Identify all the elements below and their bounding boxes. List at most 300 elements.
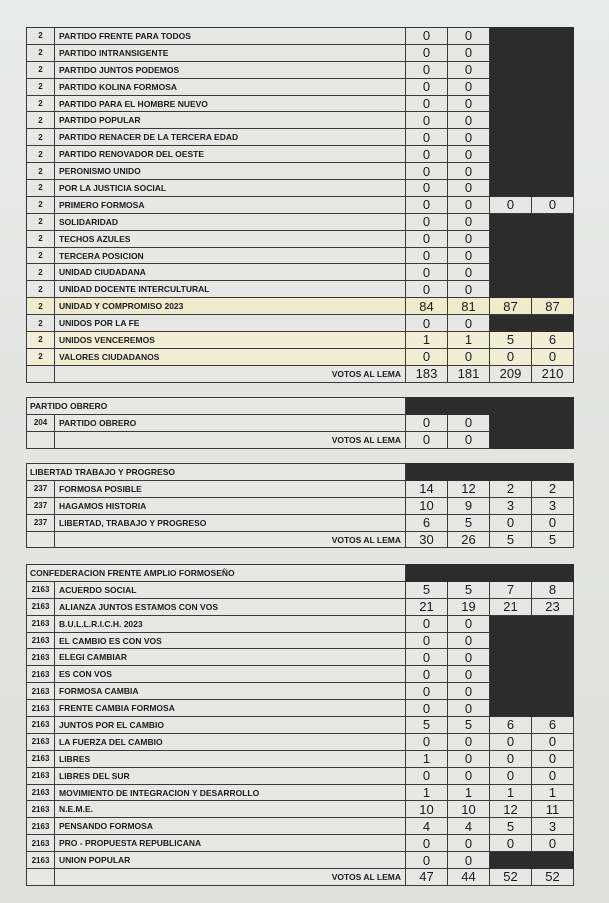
vote-count: 3 [490,497,532,514]
vote-count: 8 [532,581,574,598]
party-code: 2 [27,28,55,45]
vote-count: 1 [448,332,490,349]
blacked-out-cell [490,163,532,180]
table-row [27,717,574,734]
table-row [27,835,574,852]
results-table-libertad-trabajo-progreso [26,463,574,548]
vote-count: 1 [490,784,532,801]
vote-count: 0 [406,852,448,869]
table-row [27,61,574,78]
vote-count: 0 [448,649,490,666]
blacked-out-cell [490,247,532,264]
party-code: 2 [27,298,55,315]
vote-count: 0 [532,750,574,767]
vote-count: 0 [490,514,532,531]
party-name: UNIDAD CIUDADANA [55,264,406,281]
party-code: 2163 [27,767,55,784]
vote-count: 0 [490,835,532,852]
party-code: 2 [27,180,55,197]
vote-count: 0 [532,767,574,784]
party-name: PRO - PROPUESTA REPUBLICANA [55,835,406,852]
table-row [27,480,574,497]
table-row [27,666,574,683]
party-name: TECHOS AZULES [55,230,406,247]
table-row [27,581,574,598]
party-name: MOVIMIENTO DE INTEGRACION Y DESARROLLO [55,784,406,801]
vote-count: 0 [532,733,574,750]
vote-count: 0 [406,281,448,298]
table-row [27,348,574,365]
blacked-out-cell [490,146,532,163]
party-code: 2163 [27,683,55,700]
blacked-out-cell [490,683,532,700]
blacked-out-cell [532,180,574,197]
vote-count: 3 [532,818,574,835]
total-row [27,431,574,448]
section-header-row [27,565,574,582]
party-name: LIBERTAD, TRABAJO Y PROGRESO [55,514,406,531]
party-name: PERONISMO UNIDO [55,163,406,180]
party-name: PARTIDO POPULAR [55,112,406,129]
vote-count: 0 [448,733,490,750]
party-name: SOLIDARIDAD [55,213,406,230]
table-row [27,180,574,197]
party-code: 2 [27,315,55,332]
vote-count: 81 [448,298,490,315]
vote-count: 12 [490,801,532,818]
table-row [27,247,574,264]
vote-count: 0 [448,95,490,112]
vote-count: 5 [490,332,532,349]
vote-count: 0 [406,649,448,666]
table-row [27,78,574,95]
vote-count: 19 [448,598,490,615]
blacked-out-cell [490,95,532,112]
table-row [27,615,574,632]
vote-count: 0 [490,196,532,213]
blacked-out-cell [490,264,532,281]
blacked-out-cell [406,565,574,582]
vote-count: 2 [490,480,532,497]
vote-count: 0 [448,315,490,332]
vote-count: 0 [448,683,490,700]
blacked-out-cell [490,281,532,298]
table-row [27,598,574,615]
party-code: 2 [27,281,55,298]
empty-cell [27,431,55,448]
vote-count: 0 [448,44,490,61]
blacked-out-cell [490,431,532,448]
party-code: 2 [27,213,55,230]
vote-count: 0 [406,129,448,146]
party-name: EL CAMBIO ES CON VOS [55,632,406,649]
table-row [27,852,574,869]
vote-count: 5 [406,717,448,734]
results-table-lema-2 [26,27,574,383]
blacked-out-cell [490,180,532,197]
party-code: 2163 [27,700,55,717]
vote-count: 0 [448,28,490,45]
party-name: LIBRES DEL SUR [55,767,406,784]
table-row [27,146,574,163]
vote-count: 0 [448,835,490,852]
party-name: B.U.L.L.R.I.C.H. 2023 [55,615,406,632]
party-name: PENSANDO FORMOSA [55,818,406,835]
vote-count: 0 [406,95,448,112]
party-name: VALORES CIUDADANOS [55,348,406,365]
blacked-out-cell [490,28,532,45]
blacked-out-cell [490,649,532,666]
table-row [27,315,574,332]
table-row [27,230,574,247]
vote-count: 0 [448,632,490,649]
vote-count: 0 [406,146,448,163]
table-row [27,514,574,531]
party-name: UNIDOS VENCEREMOS [55,332,406,349]
vote-count: 1 [448,784,490,801]
vote-count: 0 [448,750,490,767]
blacked-out-cell [490,414,532,431]
vote-count: 5 [448,717,490,734]
party-code: 2 [27,163,55,180]
vote-count: 1 [406,332,448,349]
table-row [27,196,574,213]
party-code: 2 [27,44,55,61]
blacked-out-cell [532,615,574,632]
vote-count: 0 [448,163,490,180]
party-name: FORMOSA CAMBIA [55,683,406,700]
total-count: 181 [448,365,490,382]
vote-count: 0 [406,44,448,61]
vote-count: 0 [406,112,448,129]
results-table-partido-obrero [26,397,574,449]
total-row [27,365,574,382]
party-code: 237 [27,480,55,497]
vote-count: 4 [448,818,490,835]
blacked-out-cell [490,44,532,61]
blacked-out-cell [490,632,532,649]
blacked-out-cell [532,281,574,298]
total-count: 44 [448,869,490,886]
vote-count: 2 [532,480,574,497]
blacked-out-cell [532,163,574,180]
vote-count: 0 [448,414,490,431]
section-title: PARTIDO OBRERO [27,398,406,415]
vote-count: 0 [406,767,448,784]
party-code: 2 [27,332,55,349]
table-row [27,112,574,129]
party-code: 2163 [27,649,55,666]
party-code: 2163 [27,801,55,818]
vote-count: 0 [448,767,490,784]
vote-count: 10 [448,801,490,818]
section-header-row [27,464,574,481]
vote-count: 5 [406,581,448,598]
blacked-out-cell [490,61,532,78]
vote-count: 1 [406,750,448,767]
vote-count: 0 [448,264,490,281]
vote-count: 7 [490,581,532,598]
vote-count: 0 [448,852,490,869]
blacked-out-cell [490,213,532,230]
party-code: 2 [27,112,55,129]
vote-count: 0 [406,196,448,213]
total-row [27,869,574,886]
table-row [27,281,574,298]
blacked-out-cell [490,230,532,247]
total-label: VOTOS AL LEMA [55,531,406,548]
table-row [27,767,574,784]
blacked-out-cell [490,666,532,683]
blacked-out-cell [532,230,574,247]
vote-count: 0 [448,180,490,197]
party-code: 2 [27,61,55,78]
party-code: 2163 [27,733,55,750]
party-name: PARTIDO RENOVADOR DEL OESTE [55,146,406,163]
vote-count: 0 [406,700,448,717]
vote-count: 0 [448,281,490,298]
empty-cell [27,531,55,548]
vote-count: 0 [448,78,490,95]
vote-count: 0 [448,61,490,78]
blacked-out-cell [532,146,574,163]
vote-count: 0 [406,180,448,197]
table-row [27,497,574,514]
party-name: ELEGI CAMBIAR [55,649,406,666]
total-count: 210 [532,365,574,382]
vote-count: 0 [448,230,490,247]
vote-count: 6 [532,332,574,349]
vote-count: 0 [406,632,448,649]
vote-count: 5 [448,581,490,598]
vote-count: 0 [406,733,448,750]
party-code: 2 [27,230,55,247]
vote-count: 0 [448,666,490,683]
total-row [27,531,574,548]
party-code: 2163 [27,717,55,734]
vote-count: 9 [448,497,490,514]
vote-count: 6 [406,514,448,531]
party-name: UNION POPULAR [55,852,406,869]
party-code: 237 [27,514,55,531]
party-code: 237 [27,497,55,514]
party-name: FORMOSA POSIBLE [55,480,406,497]
party-code: 2 [27,264,55,281]
party-code: 2163 [27,666,55,683]
party-name: PARTIDO INTRANSIGENTE [55,44,406,61]
results-table-confederacion-frente-amplio [26,564,574,886]
vote-count: 1 [532,784,574,801]
party-name: TERCERA POSICION [55,247,406,264]
vote-count: 0 [448,700,490,717]
blacked-out-cell [532,28,574,45]
vote-count: 0 [448,348,490,365]
vote-count: 87 [532,298,574,315]
party-name: UNIDAD Y COMPROMISO 2023 [55,298,406,315]
party-name: JUNTOS POR EL CAMBIO [55,717,406,734]
party-code: 2 [27,95,55,112]
table-row [27,784,574,801]
blacked-out-cell [490,852,532,869]
blacked-out-cell [532,264,574,281]
vote-count: 21 [490,598,532,615]
vote-count: 0 [490,733,532,750]
party-name: LIBRES [55,750,406,767]
table-row [27,332,574,349]
blacked-out-cell [490,700,532,717]
total-label: VOTOS AL LEMA [55,365,406,382]
table-row [27,264,574,281]
blacked-out-cell [490,112,532,129]
blacked-out-cell [532,649,574,666]
vote-count: 0 [532,196,574,213]
vote-count: 12 [448,480,490,497]
vote-count: 0 [448,129,490,146]
blacked-out-cell [532,44,574,61]
table-row [27,733,574,750]
party-code: 2163 [27,852,55,869]
blacked-out-cell [532,78,574,95]
vote-count: 0 [532,835,574,852]
total-count: 26 [448,531,490,548]
vote-count: 0 [406,163,448,180]
vote-count: 0 [406,615,448,632]
party-name: PRIMERO FORMOSA [55,196,406,213]
vote-count: 0 [448,196,490,213]
total-label: VOTOS AL LEMA [55,431,406,448]
party-code: 2 [27,348,55,365]
table-row [27,801,574,818]
vote-count: 0 [448,112,490,129]
total-count: 0 [406,431,448,448]
table-row [27,750,574,767]
blacked-out-cell [532,247,574,264]
vote-count: 10 [406,801,448,818]
table-row [27,818,574,835]
vote-count: 0 [406,666,448,683]
total-count: 5 [490,531,532,548]
table-row [27,129,574,146]
total-count: 30 [406,531,448,548]
party-code: 2163 [27,632,55,649]
party-code: 2 [27,78,55,95]
vote-count: 0 [448,146,490,163]
table-row [27,44,574,61]
party-name: UNIDAD DOCENTE INTERCULTURAL [55,281,406,298]
empty-cell [27,869,55,886]
party-code: 2163 [27,818,55,835]
vote-count: 0 [406,61,448,78]
vote-count: 21 [406,598,448,615]
section-title: CONFEDERACION FRENTE AMPLIO FORMOSEÑO [27,565,406,582]
party-code: 2163 [27,615,55,632]
vote-count: 0 [448,213,490,230]
total-count: 52 [532,869,574,886]
blacked-out-cell [532,632,574,649]
party-name: LA FUERZA DEL CAMBIO [55,733,406,750]
table-row [27,95,574,112]
vote-count: 84 [406,298,448,315]
party-code: 2163 [27,750,55,767]
party-code: 2163 [27,835,55,852]
vote-count: 0 [490,767,532,784]
party-name: UNIDOS POR LA FE [55,315,406,332]
party-name: ES CON VOS [55,666,406,683]
table-row [27,28,574,45]
total-count: 209 [490,365,532,382]
vote-count: 0 [406,213,448,230]
table-row [27,298,574,315]
vote-count: 0 [406,683,448,700]
total-count: 5 [532,531,574,548]
blacked-out-cell [532,666,574,683]
blacked-out-cell [532,95,574,112]
blacked-out-cell [532,683,574,700]
blacked-out-cell [532,129,574,146]
party-code: 2163 [27,784,55,801]
vote-count: 0 [406,78,448,95]
vote-count: 0 [406,247,448,264]
party-name: N.E.M.E. [55,801,406,818]
vote-count: 0 [490,348,532,365]
blacked-out-cell [532,315,574,332]
party-code: 2 [27,196,55,213]
vote-count: 0 [406,348,448,365]
blacked-out-cell [490,615,532,632]
party-code: 204 [27,414,55,431]
section-title: LIBERTAD TRABAJO Y PROGRESO [27,464,406,481]
vote-count: 0 [448,615,490,632]
party-name: PARTIDO OBRERO [55,414,406,431]
blacked-out-cell [490,315,532,332]
vote-count: 5 [448,514,490,531]
table-row [27,163,574,180]
party-code: 2 [27,247,55,264]
party-name: POR LA JUSTICIA SOCIAL [55,180,406,197]
empty-cell [27,365,55,382]
table-row [27,414,574,431]
total-count: 52 [490,869,532,886]
party-name: PARTIDO PARA EL HOMBRE NUEVO [55,95,406,112]
blacked-out-cell [490,78,532,95]
party-name: ALIANZA JUNTOS ESTAMOS CON VOS [55,598,406,615]
blacked-out-cell [406,464,574,481]
section-header-row [27,398,574,415]
vote-count: 0 [406,315,448,332]
party-name: PARTIDO KOLINA FORMOSA [55,78,406,95]
vote-count: 0 [406,414,448,431]
vote-count: 11 [532,801,574,818]
vote-count: 6 [490,717,532,734]
vote-count: 23 [532,598,574,615]
party-name: PARTIDO RENACER DE LA TERCERA EDAD [55,129,406,146]
table-row [27,632,574,649]
vote-count: 0 [406,230,448,247]
vote-count: 87 [490,298,532,315]
total-count: 47 [406,869,448,886]
vote-count: 0 [532,514,574,531]
vote-count: 6 [532,717,574,734]
party-name: ACUERDO SOCIAL [55,581,406,598]
party-code: 2 [27,146,55,163]
vote-count: 3 [532,497,574,514]
table-row [27,649,574,666]
vote-count: 5 [490,818,532,835]
table-row [27,213,574,230]
vote-count: 0 [406,264,448,281]
total-label: VOTOS AL LEMA [55,869,406,886]
vote-count: 0 [532,348,574,365]
